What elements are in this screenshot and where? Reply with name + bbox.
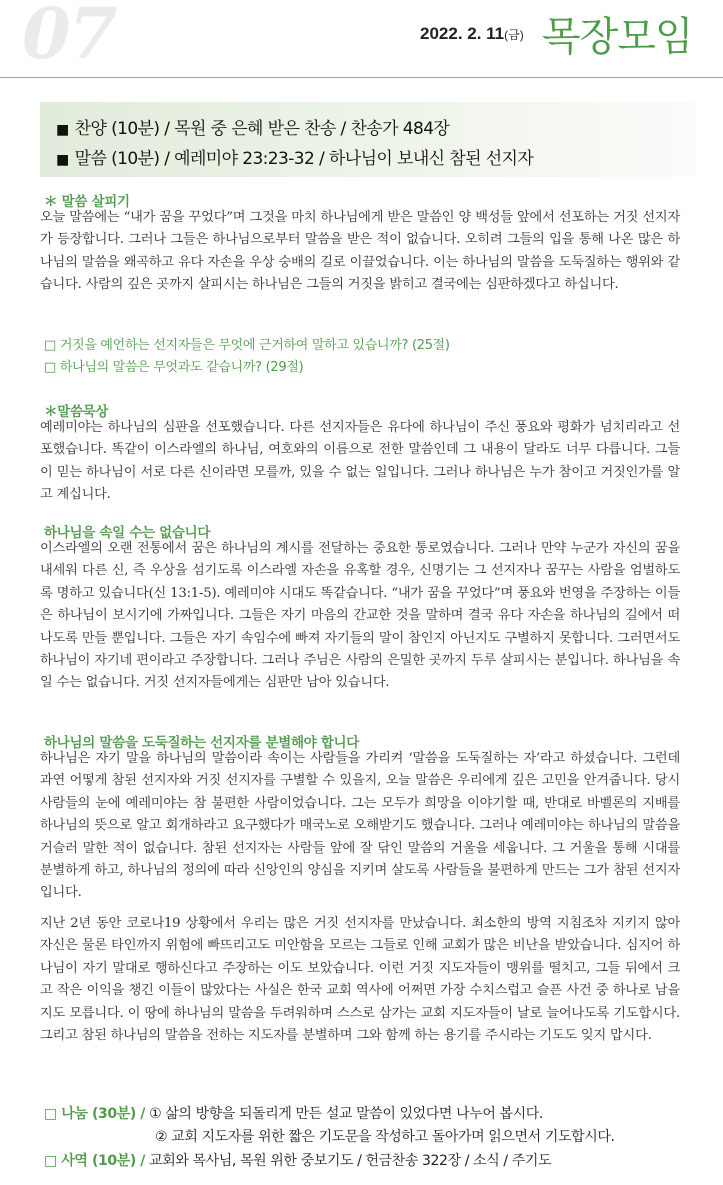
share-item-2: ② 교회 지도자를 위한 짧은 기도문을 작성하고 돌아가며 읽으면서 기도합시다. bbox=[155, 1129, 615, 1145]
bullet-icon: ■ bbox=[56, 122, 69, 138]
agenda-word-text: 말씀 (10분) / 예레미야 23:23-32 / 하나님이 보내신 참된 선지자 bbox=[74, 149, 534, 169]
mission-line bbox=[44, 1150, 551, 1170]
weekday: (금) bbox=[504, 28, 524, 42]
share-line-2 bbox=[155, 1126, 615, 1146]
meditation-paragraph: 예레미야는 하나님의 심판을 선포했습니다. 다른 선지자들은 유다에 하나님이 주신 풍요와 평화가 넘치리라고 선포했습니다. 똑같이 이스라엘의 하나님, 여호와의 이름으로 전한 말씀인데 그 내용이 달라도 너무 다릅니다. 그들이 믿는 하나님이 서로 다른 신이라면 모를까, 있을 수 없는 일입니다. 그러나 하나님은 누가 참이고 거짓인가를 알고 계십니다. bbox=[40, 420, 680, 503]
mission-text: 교회와 목사님, 목원 위한 중보기도 / 헌금찬송 322장 / 소식 / 주기도 bbox=[149, 1153, 552, 1169]
agenda-line-praise bbox=[56, 114, 449, 139]
date-value: 2022. 2. 11 bbox=[420, 24, 505, 43]
page-number: 07 bbox=[22, 0, 116, 75]
section-heading-word-look: ＊ 말씀 살피기 bbox=[44, 194, 130, 210]
share-label: □ 나눔 (30분) / bbox=[44, 1106, 146, 1122]
date bbox=[420, 24, 524, 44]
mission-label: □ 사역 (10분) / bbox=[44, 1153, 146, 1169]
share-item-1: ① 삶의 방향을 되돌리게 만든 설교 말씀이 있었다면 나누어 봅시다. bbox=[149, 1106, 543, 1122]
bullet-icon: ■ bbox=[56, 152, 69, 168]
page-title: 목장모임 bbox=[542, 14, 693, 60]
agenda-praise-text: 찬양 (10분) / 목원 중 은혜 받은 찬송 / 찬송가 484장 bbox=[74, 119, 450, 139]
share-line-1 bbox=[44, 1103, 543, 1123]
closing-paragraph: 지난 2년 동안 코로나19 상황에서 우리는 많은 거짓 선지자를 만났습니다. 최소한의 방역 지침조차 지키지 않아 자신은 물론 타인까지 위험에 빠뜨리고도 미안함을 모르는 그들로 인해 교회가 많은 비난을 받았습니다. 심지어 하나님이 자기 말대로 행하신다고 주장하는 이도 보았습니다. 이런 거짓 지도자들이 맹위를 떨치고, 그들 뒤에서 크고 작은 이익을 챙긴 이들이 많았다는 사실은 한국 교회 역사에 어쩌면 가장 수치스럽고 슬픈 사건 중 하나로 남을지도 모릅니다. 이 땅에 하나님의 말씀을 두려워하며 스스로 삼가는 교회 지도자들이 날로 늘어나도록 기도합시다. 그리고 참된 하나님의 말씀을 전하는 지도자를 분별하며 그와 함께 하는 용기를 주시라는 기도도 잊지 맙시다. bbox=[40, 916, 680, 1044]
question-2: □ 하나님의 말씀은 무엇과도 같습니까? (29절) bbox=[44, 360, 304, 375]
section-heading-cannot-deceive: 하나님을 속일 수는 없습니다 bbox=[44, 525, 211, 541]
agenda-box bbox=[40, 102, 695, 177]
header-divider bbox=[0, 77, 723, 78]
section-heading-meditation: ＊말씀묵상 bbox=[44, 404, 109, 420]
question-1: □ 거짓을 예언하는 선지자들은 무엇에 근거하여 말하고 있습니까? (25절) bbox=[44, 338, 450, 353]
section-heading-discern: 하나님의 말씀을 도둑질하는 선지자를 분별해야 합니다 bbox=[44, 735, 360, 751]
agenda-line-word bbox=[56, 144, 533, 169]
word-look-paragraph: 오늘 말씀에는 “내가 꿈을 꾸었다”며 그것을 마치 하나님에게 받은 말씀인 양 백성들 앞에서 선포하는 거짓 선지자가 등장합니다. 그러나 그들은 하나님으로부터 말씀을 받은 적이 없습니다. 오히려 그들의 입을 통해 나온 많은 하나님의 말씀을 왜곡하고 유다 자손을 우상 숭배의 길로 이끌었습니다. 이는 하나님의 말씀을 도둑질하는 행위와 같습니다. 사람의 깊은 곳까지 살피시는 하나님은 그들의 거짓을 밝히고 결국에는 심판하겠다고 하십니다. bbox=[40, 210, 680, 293]
discern-paragraph: 하나님은 자기 말을 하나님의 말씀이라 속이는 사람들을 가리켜 ‘말씀을 도둑질하는 자’라고 하셨습니다. 그런데 과연 어떻게 참된 선지자와 거짓 선지자를 구별할 수 있을지, 오늘 말씀은 우리에게 깊은 고민을 안겨줍니다. 당시 사람들의 눈에 예레미야는 참 불편한 사람이었습니다. 그는 모두가 희망을 이야기할 때, 반대로 바벨론의 지배를 하나님의 뜻으로 알고 회개하라고 요구했다가 매국노로 오해받기도 했습니다. 그러나 예레미야는 하나님의 말씀을 거슬러 말한 적이 없습니다. 참된 선지자는 사람들 앞에 잘 닦인 말씀의 거울을 세웁니다. 그 거울을 통해 시대를 분별하게 하고, 하나님의 정의에 따라 신앙인의 양심을 지키며 살도록 사람들을 불편하게 만드는 그가 참된 선지자입니다. bbox=[40, 751, 680, 901]
cannot-deceive-paragraph: 이스라엘의 오랜 전통에서 꿈은 하나님의 계시를 전달하는 중요한 통로였습니다. 그러나 만약 누군가 자신의 꿈을 내세워 다른 신, 즉 우상을 섬기도록 이스라엘 자손을 유혹할 경우, 신명기는 그 선지자나 꿈꾸는 사람을 엄벌하도록 명하고 있습니다(신 13:1-5). 예레미야 시대도 똑같습니다. “내가 꿈을 꾸었다”며 풍요와 번영을 주장하는 이들은 하나님이 보시기에 가짜입니다. 그들은 자기 마음의 간교한 것을 말하며 결국 유다 자손을 하나님의 길에서 떠나도록 만들 뿐입니다. 그들은 자기 속임수에 빠져 자기들의 말이 참인지 아닌지도 구별하지 못합니다. 그러면서도 하나님이 자기네 편이라고 주장합니다. 그러나 주님은 사람의 은밀한 곳까지 두루 살피시는 분입니다. 하나님을 속일 수는 없습니다. 거짓 선지자들에게는 심판만 남아 있습니다. bbox=[40, 541, 680, 691]
